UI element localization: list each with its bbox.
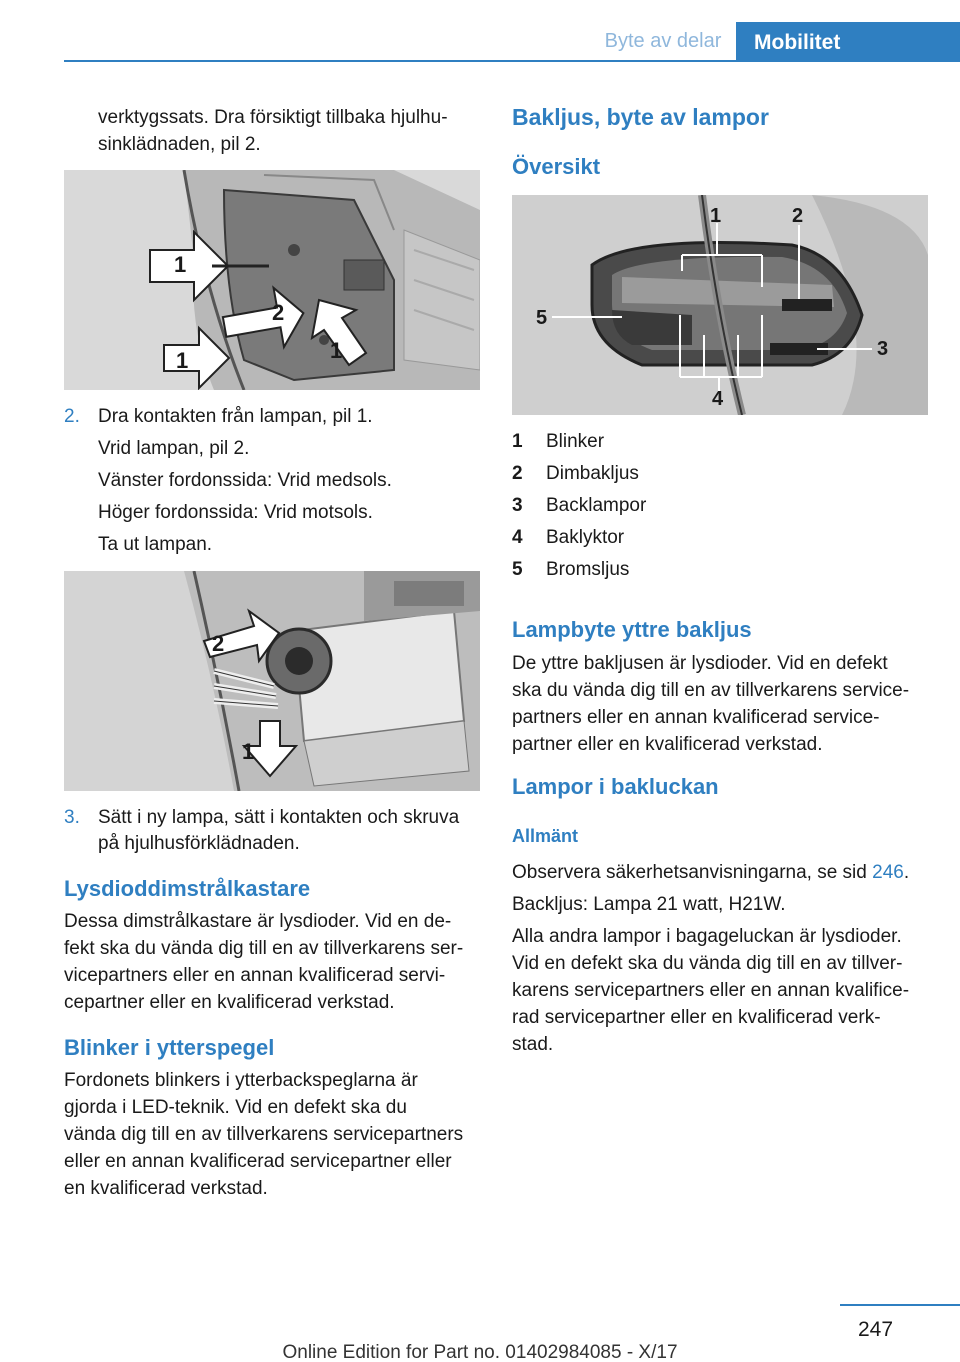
step-2-line-1: Dra kontakten från lampan, pil 1.: [98, 406, 373, 427]
overview-heading: Översikt: [512, 154, 601, 179]
fig1-label-1-top: 1: [174, 252, 187, 277]
led-line-1: Dessa dimstrålkastare är lysdioder. Vid en de‐: [64, 911, 452, 932]
trunk-line-5: stad.: [512, 1034, 554, 1055]
led-line-4: cepartner eller en kvalificerad verkstad.: [64, 992, 395, 1013]
outer-line-4: partner eller en kvalificerad verkstad.: [512, 734, 823, 755]
led-line-2: fekt ska du vända dig till en av tillverkarens ser‐: [64, 938, 464, 959]
fig3-label-5: 5: [536, 307, 548, 329]
fig3-label-3: 3: [877, 338, 889, 360]
mirror-line-2: gjorda i LED-teknik. Vid en defekt ska du: [64, 1097, 407, 1118]
fig3-label-2: 2: [792, 205, 804, 227]
fig1-label-1-bottom: 1: [176, 348, 189, 373]
intro-line-1: verktygssats. Dra försiktigt tillbaka hjulhu‐: [98, 107, 448, 128]
intro-line-2: sinklädnaden, pil 2.: [98, 134, 261, 155]
step-3-number: 3.: [64, 807, 80, 828]
legend-label-3: Backlampor: [546, 495, 647, 516]
fig3-label-4: 4: [712, 388, 724, 410]
header-rule: [64, 60, 960, 62]
general-subheading: Allmänt: [512, 826, 579, 846]
safety-text: Observera säkerhetsanvisningarna, se sid: [512, 862, 873, 883]
step-2-line-2: Vrid lampan, pil 2.: [98, 438, 250, 459]
fig1-label-1-right: 1: [330, 338, 343, 363]
legend-label-2: Dimbakljus: [546, 463, 639, 484]
legend-num-3: 3: [512, 495, 523, 516]
legend-label-5: Bromsljus: [546, 559, 630, 580]
fig1-label-2: 2: [272, 300, 285, 325]
trunk-line-4: rad servicepartner eller en kvalificerad verk‐: [512, 1007, 881, 1028]
step-2-line-4: Höger fordonssida: Vrid motsols.: [98, 502, 373, 523]
mirror-line-1: Fordonets blinkers i ytterbackspeglarna är: [64, 1070, 418, 1091]
legend-num-4: 4: [512, 527, 523, 548]
taillight-title: Bakljus, byte av lampor: [512, 104, 769, 130]
footer-rule: [840, 1304, 960, 1306]
step-2-line-5: Ta ut lampan.: [98, 534, 213, 555]
led-fog-heading: Lysdioddimstrålkastare: [64, 876, 311, 901]
bulb-removal-figure: [64, 571, 480, 791]
outer-line-3: partners eller en annan kvalificerad service‐: [512, 707, 880, 728]
legend-num-2: 2: [512, 463, 523, 484]
mirror-line-3: vända dig till en av tillverkarens servicepartners: [64, 1124, 464, 1145]
legend-num-1: 1: [512, 431, 523, 452]
trunk-line-2: Vid en defekt ska du vända dig till en av tillver‐: [512, 953, 903, 974]
legend-label-4: Baklyktor: [546, 527, 625, 548]
backlight-spec: Backljus: Lampa 21 watt, H21W.: [512, 894, 786, 915]
step-2-number: 2.: [64, 406, 80, 427]
safety-end: .: [903, 862, 910, 883]
safety-note: [512, 859, 909, 886]
fig2-label-1: 1: [242, 739, 255, 764]
outer-taillight-heading: Lampbyte yttre bakljus: [512, 617, 752, 642]
mirror-line-5: en kvalificerad verkstad.: [64, 1178, 268, 1199]
trunk-line-1: Alla andra lampor i bagageluckan är lysdioder.: [512, 926, 902, 947]
mirror-line-4: eller en annan kvalificerad servicepartner eller: [64, 1151, 452, 1172]
fig2-label-2: 2: [212, 631, 225, 656]
trunk-lamps-heading: Lampor i bakluckan: [512, 774, 719, 799]
legend-num-5: 5: [512, 559, 523, 580]
step-3-line-1: Sätt i ny lampa, sätt i kontakten och skruva: [98, 807, 460, 828]
header-chapter-tab: Mobilitet: [736, 22, 960, 62]
wheel-arch-figure: [64, 170, 480, 390]
header-section-title: Byte av delar: [604, 30, 722, 52]
page-number: 247: [858, 1318, 894, 1341]
legend-label-1: Blinker: [546, 431, 605, 452]
step-2-line-3: Vänster fordonssida: Vrid medsols.: [98, 470, 392, 491]
page-link-246[interactable]: 246: [872, 862, 904, 883]
online-edition-note: Online Edition for Part no. 01402984085 - X/17: [282, 1342, 678, 1362]
trunk-line-3: karens servicepartners eller en annan kvalifice‐: [512, 980, 910, 1001]
step-3-line-2: på hjulhusförklädnaden.: [98, 833, 300, 854]
fig3-label-1: 1: [710, 205, 722, 227]
outer-line-1: De yttre bakljusen är lysdioder. Vid en defekt: [512, 653, 888, 674]
led-line-3: vicepartners eller en annan kvalificerad servi‐: [64, 965, 446, 986]
outer-line-2: ska du vända dig till en av tillverkarens service‐: [512, 680, 910, 701]
taillight-overview-figure: [512, 195, 928, 415]
mirror-blinker-heading: Blinker i ytterspegel: [64, 1035, 275, 1060]
